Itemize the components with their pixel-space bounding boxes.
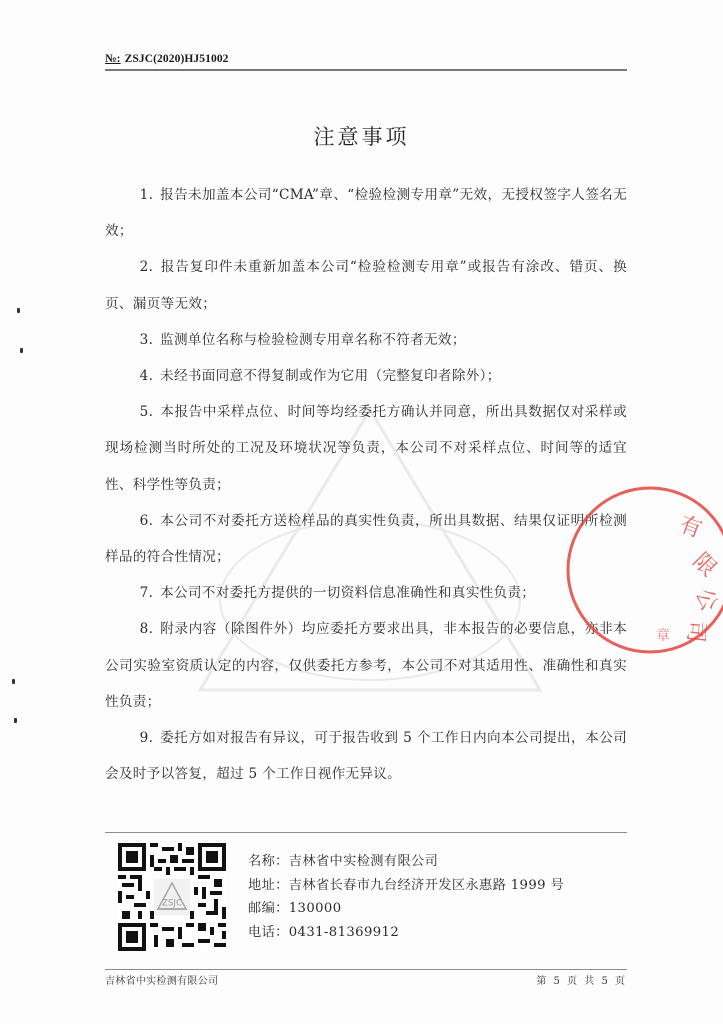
contact-phone-label: 电话：: [248, 924, 289, 940]
qr-code-icon[interactable]: [118, 843, 226, 951]
contact-phone-value: 0431-81369912: [288, 924, 400, 940]
contact-name-value: 吉林省中实检测有限公司: [288, 854, 439, 869]
note-item: 3. 监测单位名称与检验检测专用章名称不符者无效；: [139, 331, 466, 348]
contact-phone-row: [248, 921, 564, 945]
note-item: 7. 本公司不对委托方提供的一切资料信息准确性和真实性负责；: [139, 585, 536, 602]
note-item: 4. 未经书面同意不得复制或作为它用（完整复印者除外）；: [139, 368, 501, 385]
footer-page-number: 第 5 页 共 5 页: [536, 976, 627, 987]
contact-postcode-value: 130000: [288, 901, 342, 916]
svg-text:ZSJC: ZSJC: [161, 898, 183, 909]
header-divider: [105, 69, 627, 71]
scan-mark: [12, 679, 15, 684]
note-item: 5. 本报告中采样点位、时间等均经委托方确认并同意，所出具数据仅对采样或现场检测当时所处的工况及环境状况等负责，本公司不对采样点位、时间等的适宜性、科学性等负责；: [105, 404, 627, 493]
document-number-value: ZSJC(2020)HJ51002: [124, 53, 229, 65]
svg-text:章: 章: [656, 628, 670, 644]
document-number: [105, 53, 229, 65]
note-item: 8. 附录内容（除图件外）均应委托方要求出具，非本报告的必要信息，亦非本公司实验室资质认定的内容，仅供委托方参考，本公司不对其适用性、准确性和真实性负责；: [105, 621, 627, 710]
contact-name-row: [248, 850, 564, 874]
note-item: 6. 本公司不对委托方送检样品的真实性负责，所出具数据、结果仅证明所检测样品的符合性情况；: [105, 512, 627, 566]
footer-top-divider: [105, 832, 627, 833]
number-symbol: №:: [105, 53, 121, 65]
footer-divider: [105, 969, 627, 970]
note-item: 1. 报告未加盖本公司“CMA”章、“检验检测专用章”无效，无授权签字人签名无效；: [105, 187, 627, 240]
contact-info: [248, 850, 564, 944]
scan-mark: [14, 718, 17, 723]
company-seal-stamp: [560, 480, 723, 660]
note-item: 2. 报告复印件未重新加盖本公司“检验检测专用章”或报告有涂改、错页、换页、漏页等无效；: [105, 259, 627, 312]
svg-text:司: 司: [682, 619, 709, 644]
notes-list: [105, 177, 627, 792]
contact-address-label: 地址：: [248, 877, 289, 893]
footer-company: 吉林省中实检测有限公司: [105, 976, 219, 987]
svg-text:限: 限: [687, 548, 722, 582]
contact-postcode-row: [248, 897, 564, 921]
contact-address-value: 吉林省长春市九台经济开发区永惠路 1999 号: [288, 877, 565, 893]
note-item: 9. 委托方如对报告有异议，可于报告收到 5 个工作日内向本公司提出，本公司会及时予以答复，超过 5 个工作日视作无异议。: [105, 730, 627, 783]
scan-mark: [20, 348, 23, 353]
scan-mark: [17, 308, 20, 313]
contact-name-label: 名称：: [248, 854, 289, 869]
contact-postcode-label: 邮编：: [248, 901, 289, 916]
page-title: 注意事项: [313, 125, 410, 149]
contact-address-row: [248, 874, 564, 898]
svg-text:公: 公: [690, 585, 722, 615]
svg-text:有: 有: [675, 512, 706, 544]
